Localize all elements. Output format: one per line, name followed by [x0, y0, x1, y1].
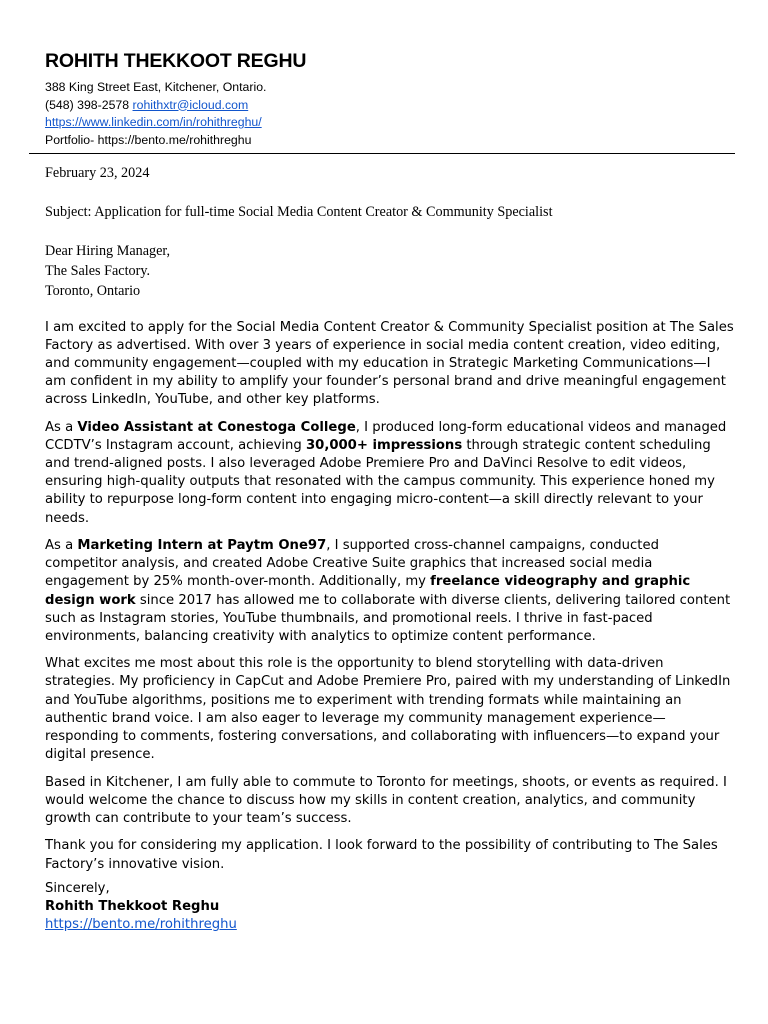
- letter-date: February 23, 2024: [45, 165, 150, 181]
- paragraph-intro: I am excited to apply for the Social Media Content Creator & Community Specialist position at The Sales Factory as advertised. With over 3 years of experience in social media content creation, video editing, and community engagement—coupled with my education in Strategic Marketing Communications—I am confident in my ability to amplify your founder’s personal brand and drive meaningful engagement across LinkedIn, YouTube, and other key platforms.: [45, 320, 734, 408]
- email-link[interactable]: rohithxtr@icloud.com: [132, 97, 249, 112]
- text-segment: through strategic content scheduling and trend-aligned posts. I also leveraged Adobe Premiere Pro and DaVinci Resolve to edit videos, ensuring high-quality outputs that resonated with the campus community. This experience honed my ability to repurpose long-form content into engaging micro-content—a skill directly relevant to your needs.: [45, 438, 715, 526]
- paragraph-paytm: [45, 537, 735, 646]
- text-segment: since 2017 has allowed me to collaborate with diverse clients, delivering tailored content such as Instagram stories, YouTube thumbnails, and promotional reels. I thrive in fast-paced environments, balancing creativity with analytics to optimize content performance.: [45, 592, 731, 644]
- highlight-metric: 30,000+ impressions: [305, 438, 463, 454]
- letter-subject: Subject: Application for full-time Social Media Content Creator & Community Specialist: [45, 204, 553, 220]
- portfolio-link[interactable]: https://bento.me/rohithreghu: [45, 917, 237, 933]
- highlight-role: Marketing Intern at Paytm One97: [77, 538, 327, 554]
- salutation: Dear Hiring Manager,: [45, 243, 171, 259]
- header-divider: [29, 153, 735, 154]
- letterhead: [45, 49, 735, 149]
- sender-phone: (548) 398-2578: [45, 97, 130, 112]
- paragraph-thanks: Thank you for considering my application. I look forward to the possibility of contributing to The Sales Factory’s innovative vision.: [45, 838, 718, 872]
- signature-name: [45, 898, 237, 916]
- recipient-location: Toronto, Ontario: [45, 283, 141, 299]
- recipient-company: The Sales Factory.: [45, 263, 151, 279]
- signature-link-line: [45, 916, 237, 934]
- text-segment: As a: [45, 420, 78, 436]
- sender-name: ROHITH THEKKOOT REGHU: [45, 50, 307, 72]
- highlight-freelance: freelance videography and graphic design work: [45, 574, 691, 608]
- sender-address: 388 King Street East, Kitchener, Ontario.: [45, 80, 267, 94]
- text-segment: , I produced long-form educational videos and managed CCDTV’s Instagram account, achieving: [45, 420, 727, 454]
- signature-name-text: Rohith Thekkoot Reghu: [45, 899, 220, 915]
- paragraph-location: Based in Kitchener, I am fully able to commute to Toronto for meetings, shoots, or events as required. I would welcome the chance to discuss how my skills in content creation, analytics, and community growth can contribute to your team’s success.: [45, 774, 727, 826]
- linkedin-line: [45, 114, 735, 132]
- signature-block: [45, 880, 237, 935]
- recipient-block: [45, 241, 170, 301]
- text-segment: As a: [45, 538, 78, 554]
- contact-line: [45, 97, 735, 115]
- linkedin-link[interactable]: https://www.linkedin.com/in/rohithreghu/: [45, 115, 262, 129]
- signoff: Sincerely,: [45, 881, 110, 896]
- letter-body: [45, 319, 735, 883]
- highlight-role: Video Assistant at Conestoga College: [77, 420, 356, 436]
- paragraph-conestoga: [45, 419, 735, 528]
- paragraph-motivation: What excites me most about this role is the opportunity to blend storytelling with data-driven strategies. My proficiency in CapCut and Adobe Premiere Pro, paired with my understanding of LinkedIn and YouTube algorithms, positions me to experiment with trending formats while maintaining an authentic brand voice. I am also eager to leverage my community management experience—responding to comments, fostering conversations, and collaborating with influencers—to expand your digital presence.: [45, 656, 731, 762]
- text-segment: , I supported cross-channel campaigns, conducted competitor analysis, and created Adobe Creative Suite graphics that increased social media engagement by 25% month-over-month. Additionally, my: [45, 538, 659, 590]
- portfolio-line: Portfolio- https://bento.me/rohithreghu: [45, 132, 252, 147]
